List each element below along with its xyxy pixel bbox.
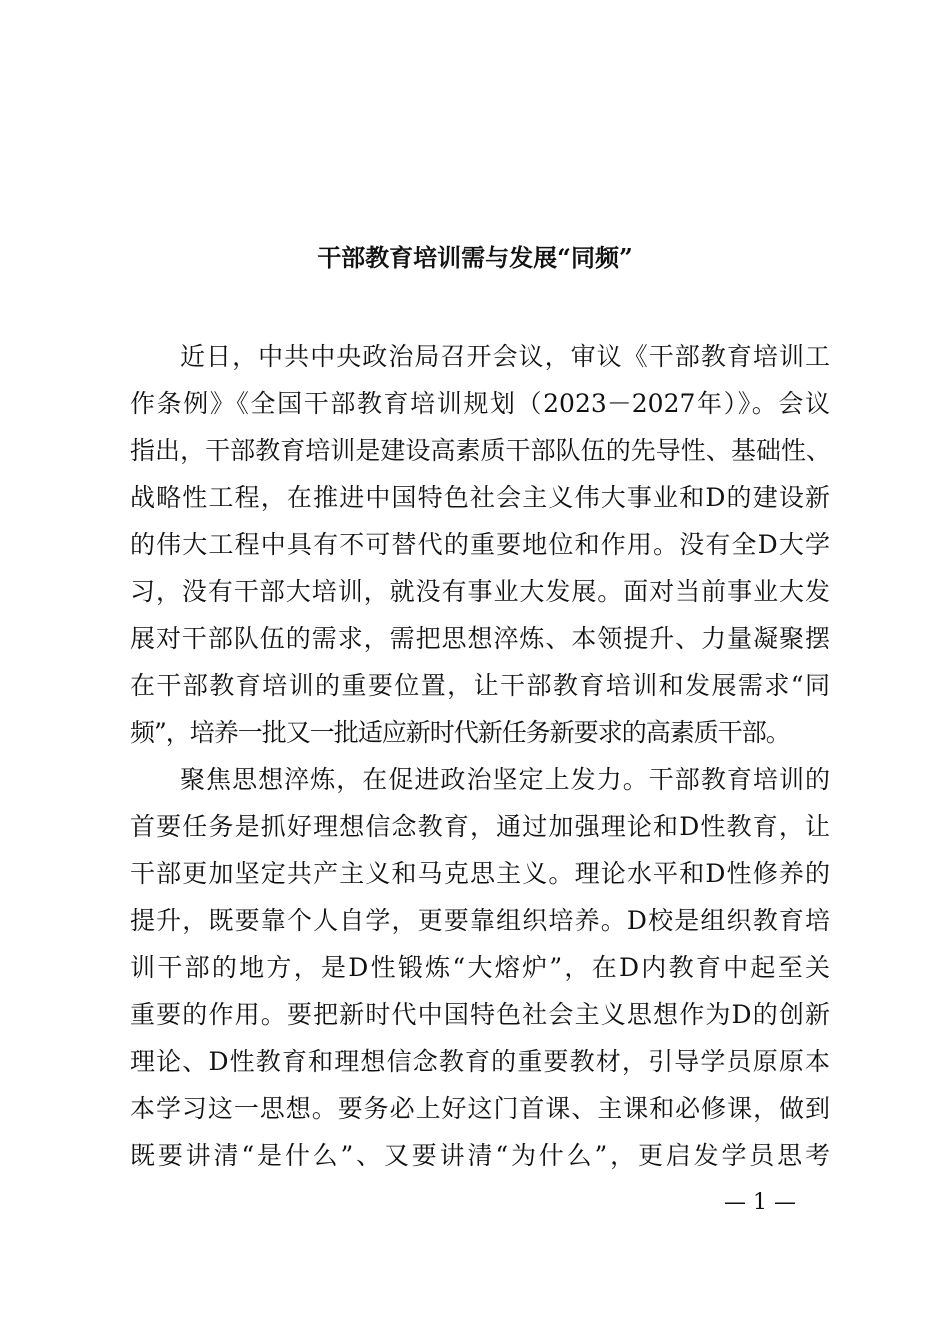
paragraph-2-line: 既要讲清“是什么”、又要讲清“为什么”，更启发学员思考 bbox=[130, 1141, 830, 1170]
paragraph-2-line: 首要任务是抓好理想信念教育，通过加强理论和D性教育，让 bbox=[130, 812, 830, 841]
document-title: 干部教育培训需与发展“同频” bbox=[317, 243, 633, 272]
paragraph-2-line: 提升，既要靠个人自学，更要靠组织培养。D校是组织教育培 bbox=[130, 906, 830, 935]
paragraph-2-line: 理论、D性教育和理想信念教育的重要教材，引导学员原原本 bbox=[130, 1047, 830, 1076]
paragraph-1-line: 的伟大工程中具有不可替代的重要地位和作用。没有全D大学 bbox=[130, 530, 830, 559]
paragraph-1-line: 作条例》《全国干部教育培训规划（2023－2027年）》。会议 bbox=[130, 389, 830, 418]
paragraph-1-line: 频”，培养一批又一批适应新时代新任务新要求的高素质干部。 bbox=[130, 718, 790, 747]
paragraph-1-line: 在干部教育培训的重要位置，让干部教育培训和发展需求“同 bbox=[130, 671, 830, 700]
page-number: — 1 — bbox=[724, 1190, 796, 1215]
paragraph-1-line: 战略性工程，在推进中国特色社会主义伟大事业和D的建设新 bbox=[130, 483, 830, 512]
document-body bbox=[130, 333, 830, 1179]
paragraph-1-line: 指出，干部教育培训是建设高素质干部队伍的先导性、基础性、 bbox=[130, 436, 830, 465]
paragraph-1-line: 展对干部队伍的需求，需把思想淬炼、本领提升、力量凝聚摆 bbox=[130, 624, 830, 653]
paragraph-2-line: 训干部的地方，是D性锻炼“大熔炉”，在D内教育中起至关 bbox=[130, 953, 830, 982]
paragraph-2-line: 本学习这一思想。要务必上好这门首课、主课和必修课，做到 bbox=[130, 1094, 830, 1123]
paragraph-1-line: 习，没有干部大培训，就没有事业大发展。面对当前事业大发 bbox=[130, 577, 830, 606]
paragraph-1-line: 近日，中共中央政治局召开会议，审议《干部教育培训工 bbox=[180, 342, 830, 371]
paragraph-2-line: 聚焦思想淬炼，在促进政治坚定上发力。干部教育培训的 bbox=[180, 765, 830, 794]
paragraph-2-line: 干部更加坚定共产主义和马克思主义。理论水平和D性修养的 bbox=[130, 859, 830, 888]
paragraph-2-line: 重要的作用。要把新时代中国特色社会主义思想作为D的创新 bbox=[130, 1000, 830, 1029]
